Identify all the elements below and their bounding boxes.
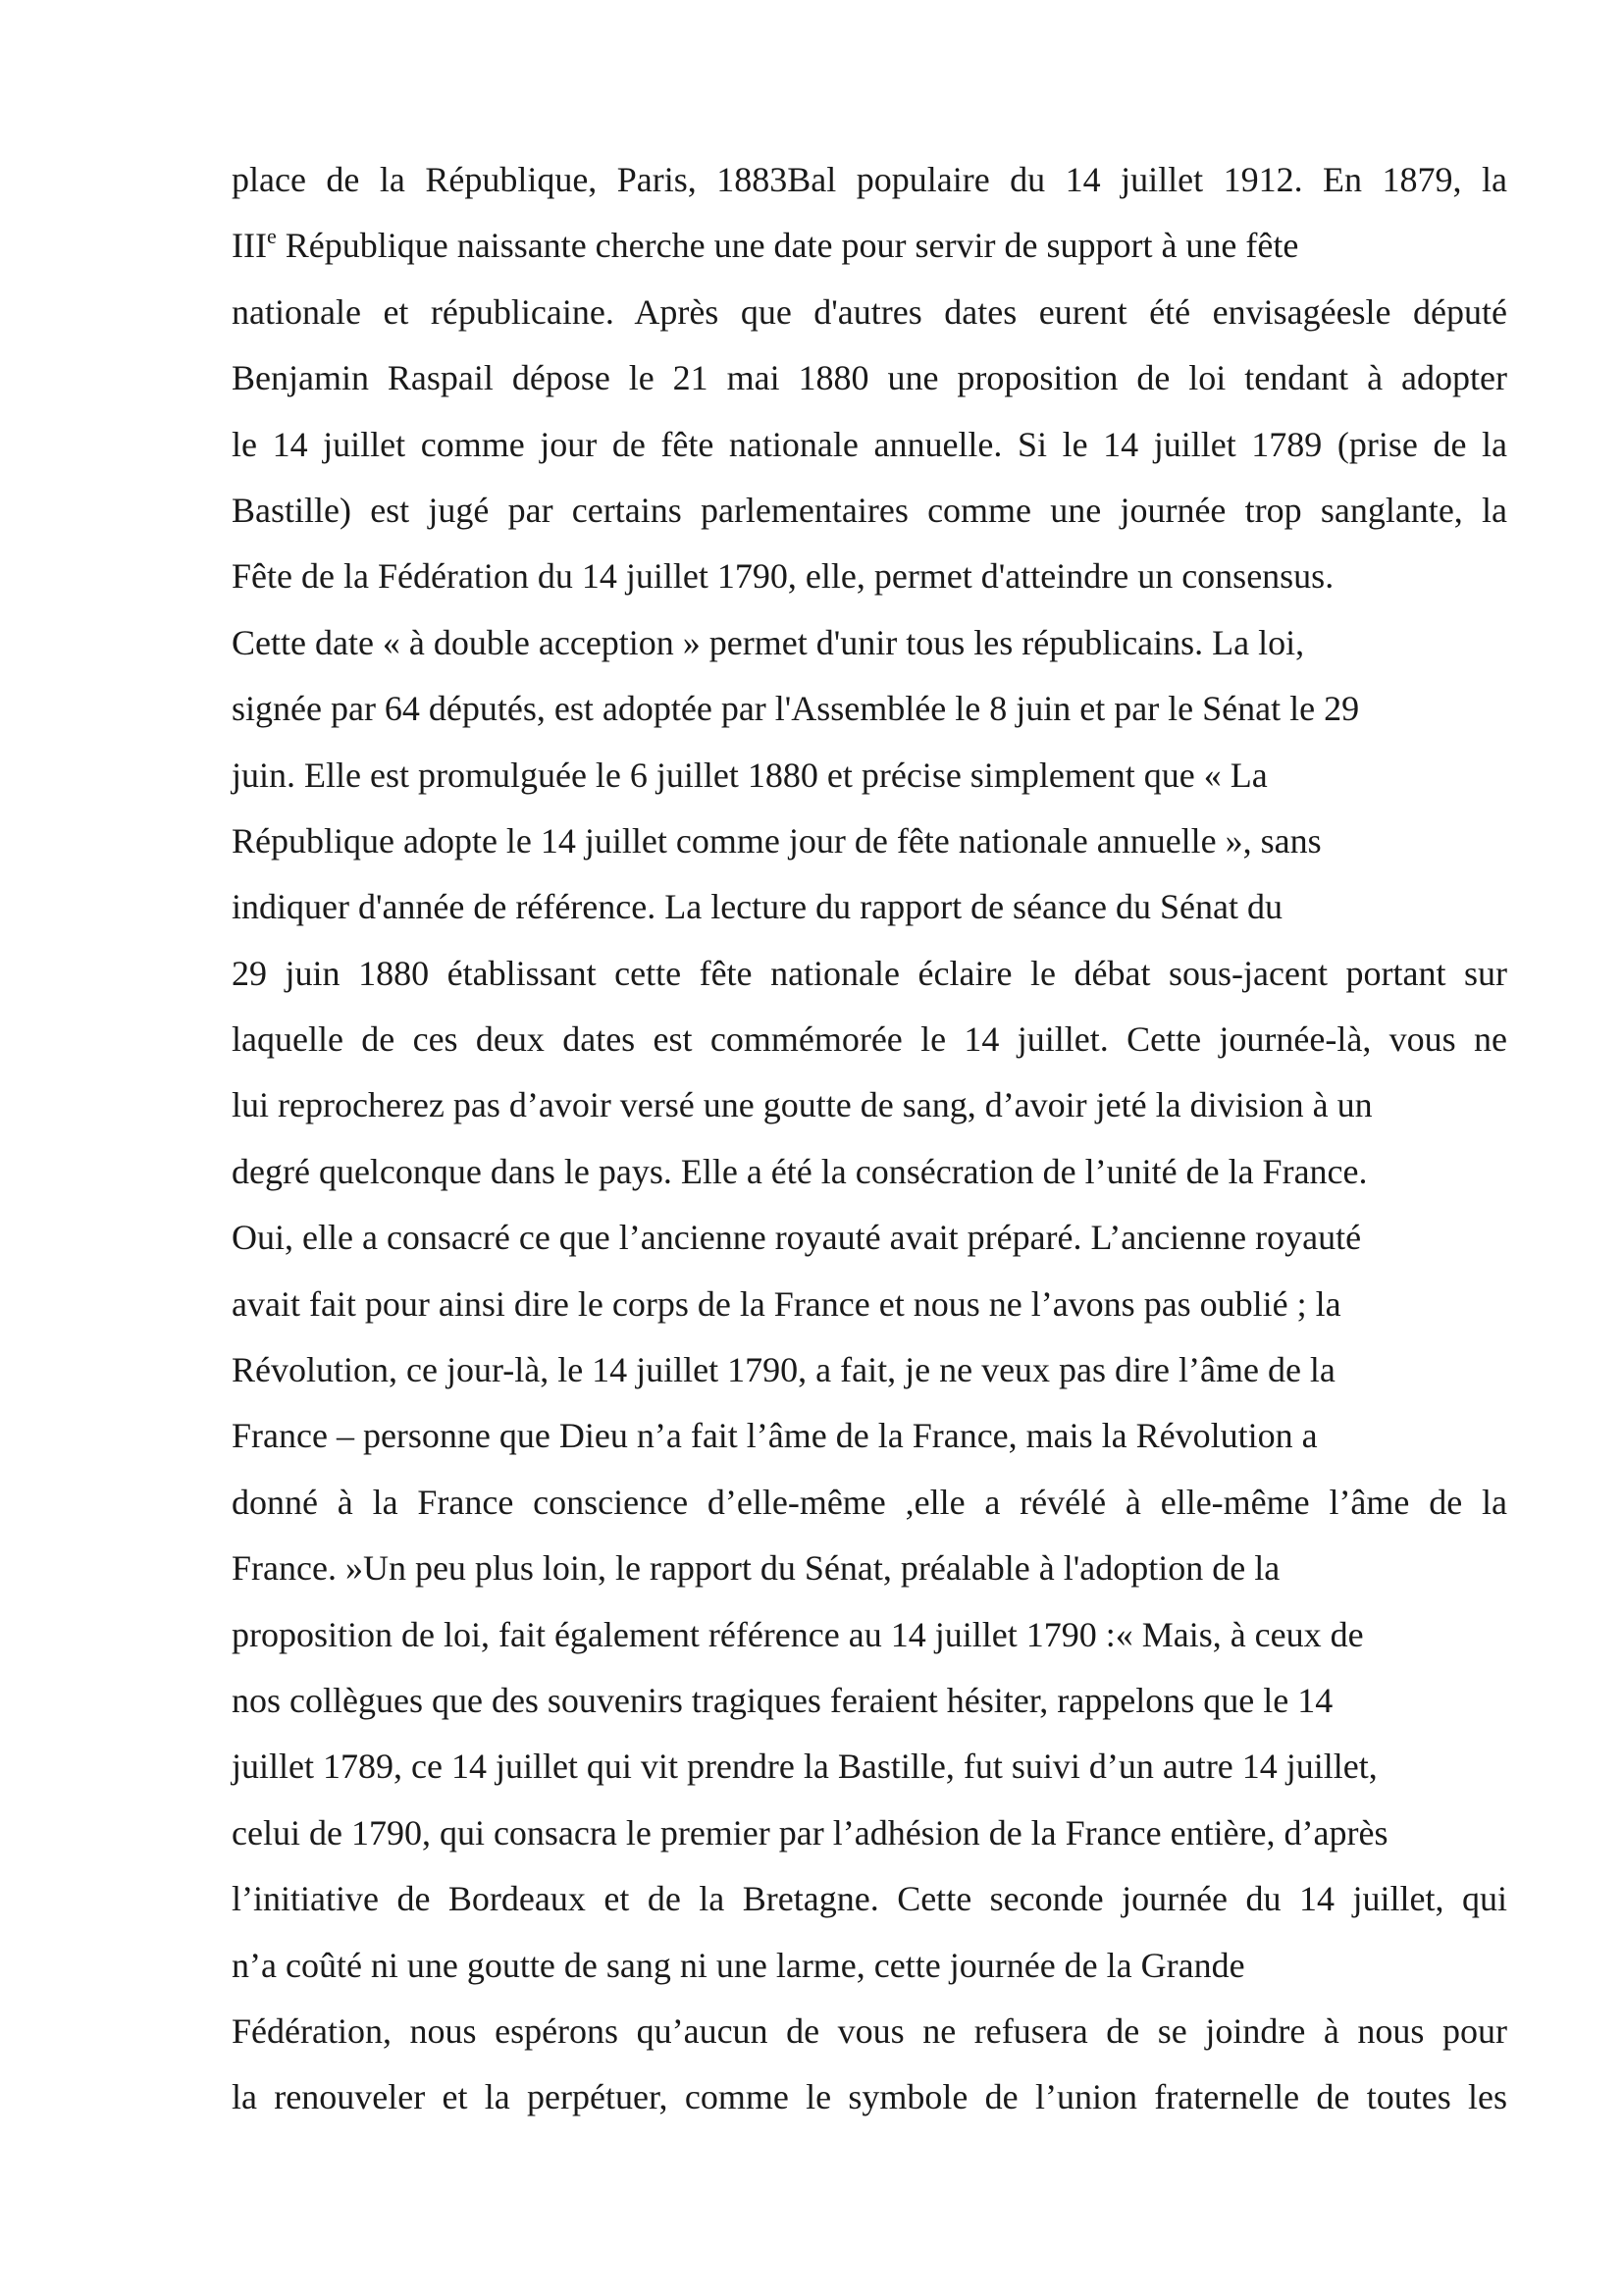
text-line: lui reprocherez pas d’avoir versé une goutte de sang, d’avoir jeté la division à un [232, 1085, 1373, 1125]
text-line: Fête de la Fédération du 14 juillet 1790, elle, permet d'atteindre un consensus. [232, 556, 1335, 597]
text-line: la renouveler et la perpétuer, comme le symbole de l’union fraternelle de toutes les [232, 2077, 1507, 2117]
text-line [232, 213, 1507, 279]
text-line: 29 juin 1880 établissant cette fête nationale éclaire le débat sous-jacent portant sur [232, 953, 1507, 993]
text-line: laquelle de ces deux dates est commémorée le 14 juillet. Cette journée-là, vous ne [232, 1019, 1507, 1060]
text-line: Fédération, nous espérons qu’aucun de vous ne refusera de se joindre à nous pour [232, 2010, 1507, 2051]
text-line: Cette date « à double acception » permet d'unir tous les républicains. La loi, [232, 622, 1305, 662]
text-line: juillet 1789, ce 14 juillet qui vit prendre la Bastille, fut suivi d’un autre 14 juillet, [232, 1747, 1378, 1787]
text-line: France. »Un peu plus loin, le rapport du Sénat, préalable à l'adoption de la [232, 1548, 1281, 1589]
text-line: degré quelconque dans le pays. Elle a été la consécration de l’unité de la France. [232, 1151, 1368, 1191]
text-line: proposition de loi, fait également référence au 14 juillet 1790 :« Mais, à ceux de [232, 1614, 1364, 1654]
superscript-e: e [266, 224, 277, 249]
roman-numeral: III [232, 226, 267, 266]
text-line: le 14 juillet comme jour de fête nationale annuelle. Si le 14 juillet 1789 (prise de la [232, 424, 1507, 464]
text-line: place de la République, Paris, 1883Bal populaire du 14 juillet 1912. En 1879, la [232, 160, 1507, 199]
text-line: Bastille) est jugé par certains parlementaires comme une journée trop sanglante, la [232, 490, 1507, 530]
text-line: signée par 64 députés, est adoptée par l'Assemblée le 8 juin et par le Sénat le 29 [232, 689, 1360, 729]
text-line: France – personne que Dieu n’a fait l’âme de la France, mais la Révolution a [232, 1416, 1318, 1456]
body-text [232, 147, 1507, 2131]
text-line: indiquer d'année de référence. La lecture du rapport de séance du Sénat du [232, 887, 1283, 927]
text-line: n’a coûté ni une goutte de sang ni une larme, cette journée de la Grande [232, 1945, 1245, 1985]
text-line: juin. Elle est promulguée le 6 juillet 1880 et précise simplement que « La [232, 755, 1268, 795]
text-line: avait fait pour ainsi dire le corps de la France et nous ne l’avons pas oublié ; la [232, 1283, 1341, 1324]
text-line: Benjamin Raspail dépose le 21 mai 1880 une proposition de loi tendant à adopter [232, 358, 1507, 398]
text-line: nationale et républicaine. Après que d'autres dates eurent été envisagéesle député [232, 291, 1507, 332]
text-line: l’initiative de Bordeaux et de la Bretagne. Cette seconde journée du 14 juillet, qui [232, 1879, 1507, 1919]
text-line: donné à la France conscience d’elle-même ,elle a révélé à elle-même l’âme de la [232, 1482, 1507, 1522]
line-remainder: République naissante cherche une date pour servir de support à une fête [276, 226, 1299, 266]
text-line: Révolution, ce jour-là, le 14 juillet 1790, a fait, je ne veux pas dire l’âme de la [232, 1350, 1336, 1390]
text-line: Oui, elle a consacré ce que l’ancienne royauté avait préparé. L’ancienne royauté [232, 1218, 1362, 1258]
text-line: nos collègues que des souvenirs tragiques feraient hésiter, rappelons que le 14 [232, 1680, 1334, 1720]
text-line: celui de 1790, qui consacra le premier par l’adhésion de la France entière, d’après [232, 1812, 1388, 1852]
text-line: République adopte le 14 juillet comme jour de fête nationale annuelle », sans [232, 820, 1322, 861]
